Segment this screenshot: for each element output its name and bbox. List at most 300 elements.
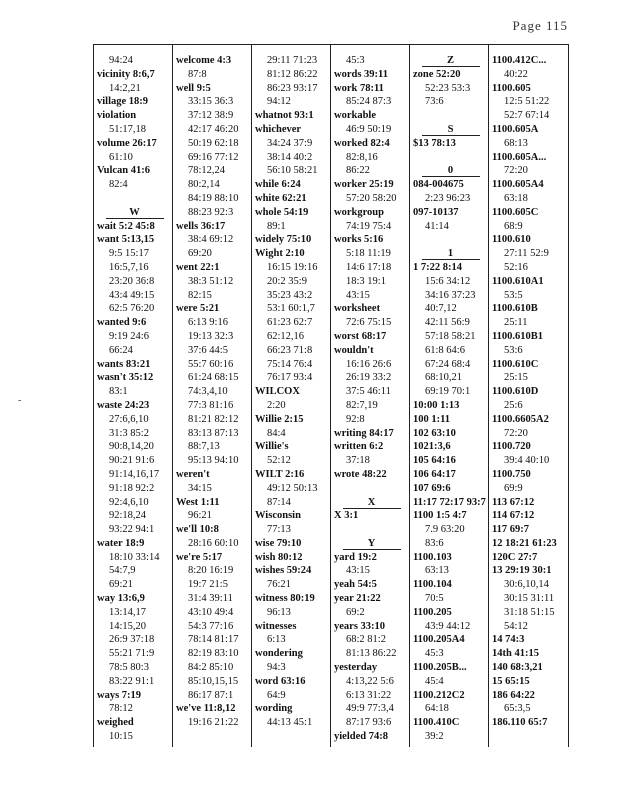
blank-line [413, 151, 488, 165]
index-page-refs: 65:3,5 [504, 703, 531, 715]
index-page-refs: 2:23 96:23 [425, 192, 471, 204]
index-headword: 105 64:16 [413, 455, 456, 467]
index-page-refs: 53:6 [504, 344, 523, 356]
index-page-refs: 88:23 92:3 [188, 206, 234, 218]
index-headword: 1100.605 [492, 82, 531, 94]
index-headword: wondering [255, 648, 303, 660]
index-headword: workgroup [334, 206, 384, 218]
index-headword: widely 75:10 [255, 234, 312, 246]
index-page-refs: 82:19 83:10 [188, 648, 239, 660]
index-page-refs: 68:13 [504, 137, 528, 149]
index-page-refs: 63:13 [425, 565, 449, 577]
index-page-refs: 86:23 93:17 [267, 82, 318, 94]
index-page-refs: 76:17 93:4 [267, 372, 313, 384]
index-page-refs: 68:9 [504, 220, 523, 232]
index-headword: 113 67:12 [492, 496, 535, 508]
index-page-refs: 31:4 39:11 [188, 593, 233, 605]
index-headword: white 62:21 [255, 192, 307, 204]
index-page-refs: 55:7 60:16 [188, 358, 234, 370]
index-page-refs: 19:7 21:5 [188, 579, 228, 591]
index-headword: water 18:9 [97, 537, 145, 549]
section-letter-heading [334, 537, 409, 551]
index-headword: Wight 2:10 [255, 248, 305, 260]
index-headword: we've 11:8,12 [176, 703, 236, 715]
index-page-refs: 9:19 24:6 [109, 330, 149, 342]
index-page-refs: 91:18 92:2 [109, 482, 155, 494]
index-page-refs: 39:2 [425, 731, 444, 743]
index-page-refs: 85:10,15,15 [188, 675, 239, 687]
index-page-refs: 81:13 86:22 [346, 648, 397, 660]
index-page-refs: 68:2 81:2 [346, 634, 386, 646]
index-page-refs: 78:12 [109, 703, 133, 715]
index-headword: went 22:1 [176, 261, 220, 273]
index-page-refs: 18:3 19:1 [346, 275, 386, 287]
index-headword: WILT 2:16 [255, 468, 305, 480]
index-column-6 [489, 45, 568, 747]
index-page-refs: 19:13 32:3 [188, 330, 234, 342]
index-headword: vicinity 8:6,7 [97, 68, 155, 80]
index-page-refs: 26:19 33:2 [346, 372, 392, 384]
index-page-refs: 81:12 86:22 [267, 68, 318, 80]
index-headword: 13 29:19 30:1 [492, 565, 552, 577]
index-page-refs: 14:6 17:18 [346, 261, 392, 273]
blank-line [334, 482, 409, 496]
blank-line [334, 523, 409, 537]
index-headword: 117 69:7 [492, 524, 530, 536]
index-page-refs: 55:21 71:9 [109, 648, 155, 660]
index-page-refs: 40:22 [504, 68, 528, 80]
index-headword: wish 80:12 [255, 551, 303, 563]
index-headword: worked 82:4 [334, 137, 390, 149]
index-headword: worker 25:19 [334, 179, 394, 191]
index-headword: 1100.610 [492, 234, 531, 246]
index-page-refs: 6:13 [267, 634, 286, 646]
index-page-refs: 43:4 49:15 [109, 289, 155, 301]
index-headword: year 21:22 [334, 593, 381, 605]
index-page-refs: 66:24 [109, 344, 133, 356]
section-letter-heading [413, 123, 488, 137]
index-page-refs: 68:10,21 [425, 372, 463, 384]
index-page-refs: 31:18 51:15 [504, 606, 555, 618]
index-page-refs: 7.9 63:20 [425, 524, 465, 536]
index-page-refs: 72:6 75:15 [346, 317, 392, 329]
index-headword: 120C 27:7 [492, 551, 538, 563]
index-headword: 1 7:22 8:14 [413, 261, 462, 273]
index-headword: wise 79:10 [255, 537, 302, 549]
index-headword: works 5:16 [334, 234, 384, 246]
section-letter: S [422, 124, 480, 136]
index-headword: 1100.412C... [492, 55, 547, 66]
index-headword: weighed [97, 717, 134, 729]
index-headword: WILCOX [255, 386, 300, 398]
index-page-refs: 94:3 [267, 662, 286, 674]
index-headword: Vulcan 41:6 [97, 165, 150, 177]
index-page-refs: 5:18 11:19 [346, 248, 391, 260]
index-headword: ways 7:19 [97, 689, 142, 701]
index-page-refs: 64:18 [425, 703, 449, 715]
index-page-refs: 53:5 [504, 289, 523, 301]
index-headword: wait 5:2 45:8 [97, 220, 155, 232]
index-page-refs: 34:24 37:9 [267, 137, 313, 149]
index-column-4 [331, 45, 410, 747]
index-headword: Wisconsin [255, 510, 301, 522]
index-headword: 1100.212C2 [413, 689, 465, 701]
index-headword: Willie 2:15 [255, 413, 304, 425]
index-page-refs: 57:18 58:21 [425, 330, 476, 342]
index-page-refs: 42:11 56:9 [425, 317, 470, 329]
index-headword: 1100.610B [492, 303, 538, 315]
index-page-refs: 61:24 68:15 [188, 372, 239, 384]
index-headword: witnesses [255, 620, 297, 632]
index-page-refs: 49:12 50:13 [267, 482, 318, 494]
index-headword: wants 83:21 [97, 358, 151, 370]
index-headword: 1100 1:5 4:7 [413, 510, 467, 522]
index-page-refs: 14:15,20 [109, 620, 147, 632]
index-page-refs: 42:17 46:20 [188, 123, 239, 135]
index-headword: zone 52:20 [413, 68, 461, 80]
index-page-refs: 92:8 [346, 413, 365, 425]
index-page-refs: 83:13 87:13 [188, 427, 239, 439]
index-page-refs: 37:12 38:9 [188, 110, 234, 122]
index-page-refs: 69:21 [109, 579, 133, 591]
page-number: Page 115 [512, 18, 568, 33]
index-page-refs: 61:8 64:6 [425, 344, 465, 356]
index-page-refs: 25:11 [504, 317, 528, 329]
index-page-refs: 72:20 [504, 427, 528, 439]
index-page-refs: 87:8 [188, 68, 207, 80]
index-page-refs: 52:16 [504, 261, 528, 273]
index-page-refs: 83:6 [425, 537, 444, 549]
index-headword: want 5:13,15 [97, 234, 155, 246]
index-page-refs: 87:14 [267, 496, 291, 508]
index-page-refs: 12:5 51:22 [504, 96, 550, 108]
index-page-refs: 37:6 44:5 [188, 344, 228, 356]
index-headword: 12 18:21 61:23 [492, 537, 557, 549]
index-headword: wishes 59:24 [255, 565, 312, 577]
section-letter: X [343, 497, 401, 509]
index-page-refs: 41:14 [425, 220, 449, 232]
index-page-refs: 84:2 85:10 [188, 662, 234, 674]
index-headword: waste 24:23 [97, 399, 150, 411]
index-headword: 114 67:12 [492, 510, 535, 522]
index-headword: written 6:2 [334, 441, 384, 453]
index-page-refs: 16:5,7,16 [109, 261, 149, 273]
index-headword: 10:00 1:13 [413, 399, 460, 411]
index-page-refs: 88:7,13 [188, 441, 220, 453]
index-headword: 1100.6605A2 [492, 413, 549, 425]
index-page-refs: 69:19 70:1 [425, 386, 471, 398]
index-headword: word 63:16 [255, 675, 306, 687]
index-headword: we'll 10:8 [176, 524, 219, 536]
index-column-1 [94, 45, 173, 747]
index-page-refs: 86:22 [346, 165, 370, 177]
index-headword: writing 84:17 [334, 427, 394, 439]
index-headword: yard 19:2 [334, 551, 377, 563]
index-page-refs: 89:1 [267, 220, 286, 232]
index-page-refs: 77:13 [267, 524, 291, 536]
index-page-refs: 82:4 [109, 179, 128, 191]
index-headword: wasn't 35:12 [97, 372, 154, 384]
index-page-refs: 14:2,21 [109, 82, 141, 94]
index-headword: 1100.610B1 [492, 330, 544, 342]
index-headword: whole 54:19 [255, 206, 309, 218]
index-headword: 1100.103 [413, 551, 452, 563]
section-letter-heading [413, 164, 488, 178]
section-letter: Z [422, 55, 480, 67]
index-page-refs: 56:10 58:21 [267, 165, 318, 177]
index-page-refs: 16:16 26:6 [346, 358, 392, 370]
index-page-refs: 43:9 44:12 [425, 620, 471, 632]
index-headword: 186 64:22 [492, 689, 535, 701]
section-letter-heading [413, 54, 488, 68]
index-page-refs: 18:10 33:14 [109, 551, 160, 563]
index-headword: wouldn't [334, 344, 374, 356]
index-page-refs: 4:13,22 5:6 [346, 675, 394, 687]
index-page-refs: 82:15 [188, 289, 212, 301]
blank-line [413, 233, 488, 247]
index-headword: whatnot 93:1 [255, 110, 314, 122]
index-page-refs: 66:23 71:8 [267, 344, 313, 356]
index-headword: 1100.605A [492, 123, 539, 135]
index-headword: yesterday [334, 662, 378, 674]
index-headword: 186.110 65:7 [492, 717, 548, 729]
index-headword: witness 80:19 [255, 593, 315, 605]
index-headword: yeah 54:5 [334, 579, 377, 591]
index-page-refs: 44:13 45:1 [267, 717, 313, 729]
index-page-refs: 69:20 [188, 248, 212, 260]
index-page-refs: 73:6 [425, 96, 444, 108]
index-headword: 1021:3,6 [413, 441, 451, 453]
index-page-refs: 96:13 [267, 606, 291, 618]
index-page-refs: 69:16 77:12 [188, 151, 239, 163]
index-headword: 15 65:15 [492, 675, 530, 687]
index-page-refs: 15:6 34:12 [425, 275, 471, 287]
index-page-refs: 61:23 62:7 [267, 317, 313, 329]
index-page-refs: 10:15 [109, 731, 133, 743]
index-headword: West 1:11 [176, 496, 220, 508]
index-page-refs: 91:14,16,17 [109, 468, 160, 480]
index-page-refs: 27:6,6,10 [109, 413, 149, 425]
index-page-refs: 54:3 77:16 [188, 620, 234, 632]
index-page-refs: 57:20 58:20 [346, 192, 397, 204]
section-letter: Y [343, 538, 401, 550]
index-headword: 140 68:3,21 [492, 662, 543, 674]
index-page-refs: 90:21 91:6 [109, 455, 155, 467]
index-page-refs: 90:8,14,20 [109, 441, 154, 453]
index-headword: 1100.750 [492, 468, 531, 480]
index-page-refs: 30:15 31:11 [504, 593, 555, 605]
index-page-refs: 87:17 93:6 [346, 717, 392, 729]
index-page-refs: 38:14 40:2 [267, 151, 313, 163]
index-page-refs: 31:3 85:2 [109, 427, 149, 439]
index-page-refs: 9:5 15:17 [109, 248, 149, 260]
index-page-refs: 49:9 77:3,4 [346, 703, 394, 715]
index-page-refs: 83:1 [109, 386, 128, 398]
index-headword: $13 78:13 [413, 137, 456, 149]
index-headword: wording [255, 703, 293, 715]
index-page-refs: 25:6 [504, 399, 523, 411]
index-page-refs: 86:17 87:1 [188, 689, 234, 701]
index-page-refs: 34:16 37:23 [425, 289, 476, 301]
index-page-refs: 38:3 51:12 [188, 275, 234, 287]
index-page-refs: 75:14 76:4 [267, 358, 313, 370]
index-page-refs: 84:19 88:10 [188, 192, 239, 204]
index-headword: violation [97, 110, 137, 122]
index-headword: Willie's [255, 441, 289, 453]
section-letter-heading [413, 247, 488, 261]
index-headword: village 18:9 [97, 96, 149, 108]
index-headword: 097-10137 [413, 206, 459, 218]
index-page-refs: 67:24 68:4 [425, 358, 471, 370]
index-headword: 11:17 72:17 93:7 [413, 496, 486, 508]
index-headword: 1100.610A1 [492, 275, 544, 287]
index-headword: 14 74:3 [492, 634, 525, 646]
index-headword: workable [334, 110, 376, 122]
section-letter: W [106, 207, 164, 219]
index-page-refs: 29:11 71:23 [267, 55, 318, 66]
index-page-refs: 34:15 [188, 482, 212, 494]
index-headword: words 39:11 [334, 68, 388, 80]
index-headword: X 3:1 [334, 510, 359, 522]
index-page-refs: 37:5 46:11 [346, 386, 391, 398]
index-page-refs: 50:19 62:18 [188, 137, 239, 149]
index-page-refs: 30:6,10,14 [504, 579, 549, 591]
index-page-refs: 70:5 [425, 593, 444, 605]
index-page-refs: 63:18 [504, 192, 528, 204]
index-page-refs: 62:5 76:20 [109, 303, 155, 315]
index-page-refs: 76:21 [267, 579, 291, 591]
index-headword: wanted 9:6 [97, 317, 147, 329]
index-column-5 [410, 45, 489, 747]
index-page-refs: 64:9 [267, 689, 286, 701]
index-page-refs: 6:13 9:16 [188, 317, 228, 329]
index-page-refs: 28:16 60:10 [188, 537, 239, 549]
index-headword: 1100.720 [492, 441, 531, 453]
index-headword: 1100.410C [413, 717, 460, 729]
index-page-refs: 80:2,14 [188, 179, 220, 191]
index-page-refs: 16:15 19:16 [267, 261, 318, 273]
index-page-refs: 81:21 82:12 [188, 413, 239, 425]
index-page-refs: 92:4,6,10 [109, 496, 149, 508]
index-headword: worksheet [334, 303, 381, 315]
blank-line [413, 109, 488, 123]
index-page-refs: 25:15 [504, 372, 528, 384]
index-page-refs: 94:24 [109, 55, 133, 66]
index-page-refs: 93:22 94:1 [109, 524, 155, 536]
index-page-refs: 45:4 [425, 675, 444, 687]
index-page-refs: 82:7,19 [346, 399, 378, 411]
index-headword: wrote 48:22 [334, 468, 387, 480]
section-letter-heading [97, 206, 172, 220]
index-headword: 107 69:6 [413, 482, 451, 494]
index-headword: 106 64:17 [413, 468, 456, 480]
index-headword: 14th 41:15 [492, 648, 539, 660]
index-headword: whichever [255, 123, 302, 135]
index-page-refs: 53:1 60:1,7 [267, 303, 315, 315]
index-page-refs: 40:7,12 [425, 303, 457, 315]
index-page-refs: 35:23 43:2 [267, 289, 313, 301]
index-page-refs: 95:13 94:10 [188, 455, 239, 467]
index-page-refs: 74:3,4,10 [188, 386, 228, 398]
index-headword: 1100.605A... [492, 151, 547, 163]
index-page-refs: 43:15 [346, 565, 370, 577]
index-page-refs: 38:4 69:12 [188, 234, 234, 246]
index-headword: 102 63:10 [413, 427, 456, 439]
index-headword: 1100.205 [413, 606, 452, 618]
index-page-refs: 8:20 16:19 [188, 565, 234, 577]
index-page-refs: 39:4 40:10 [504, 455, 550, 467]
index-headword: weren't [176, 468, 210, 480]
index-headword: work 78:11 [334, 82, 384, 94]
index-page-refs: 51:17,18 [109, 123, 147, 135]
index-page-refs: 43:15 [346, 289, 370, 301]
index-page-refs: 69:9 [504, 482, 523, 494]
index-page-refs: 78:5 80:3 [109, 662, 149, 674]
index-page-refs: 94:12 [267, 96, 291, 108]
index-table [93, 44, 569, 747]
index-page-refs: 52:7 67:14 [504, 110, 550, 122]
index-headword: were 5:21 [176, 303, 220, 315]
section-letter: 1 [422, 248, 480, 260]
index-headword: 1100.205B... [413, 662, 467, 674]
section-letter-heading [334, 496, 409, 510]
index-headword: while 6:24 [255, 179, 301, 191]
index-page-refs: 72:20 [504, 165, 528, 177]
index-page-refs: 20:2 35:9 [267, 275, 307, 287]
index-headword: yielded 74:8 [334, 731, 388, 743]
index-page-refs: 37:18 [346, 455, 370, 467]
index-column-3 [252, 45, 331, 747]
index-headword: welcome 4:3 [176, 55, 232, 66]
index-page-refs: 62:12,16 [267, 330, 305, 342]
index-page-refs: 45:3 [346, 55, 365, 66]
index-page-refs: 6:13 31:22 [346, 689, 392, 701]
index-page-refs: 83:22 91:1 [109, 675, 155, 687]
index-page-refs: 61:10 [109, 151, 133, 163]
index-headword: 1100.104 [413, 579, 452, 591]
index-page-refs: 96:21 [188, 510, 212, 522]
index-page-refs: 52:23 53:3 [425, 82, 471, 94]
section-letter: 0 [422, 165, 480, 177]
index-page-refs: 26:9 37:18 [109, 634, 155, 646]
index-page-refs: 82:8,16 [346, 151, 378, 163]
index-headword: 1100.610D [492, 386, 539, 398]
index-page-refs: 69:2 [346, 606, 365, 618]
index-headword: worst 68:17 [334, 330, 387, 342]
index-column-2 [173, 45, 252, 747]
index-headword: 084-004675 [413, 179, 464, 191]
index-page-refs: 74:19 75:4 [346, 220, 392, 232]
index-page-refs: 78:12,24 [188, 165, 226, 177]
index-page-refs: 84:4 [267, 427, 286, 439]
index-page-refs: 77:3 81:16 [188, 399, 234, 411]
index-headword: 100 1:11 [413, 413, 451, 425]
index-headword: years 33:10 [334, 620, 386, 632]
index-page-refs: 33:15 36:3 [188, 96, 234, 108]
index-headword: 1100.205A4 [413, 634, 465, 646]
index-headword: wells 36:17 [176, 220, 226, 232]
index-page-refs: 54:12 [504, 620, 528, 632]
index-page-refs: 92:18,24 [109, 510, 147, 522]
index-page-refs: 54:7,9 [109, 565, 136, 577]
index-headword: 1100.610C [492, 358, 539, 370]
index-page-refs: 46:9 50:19 [346, 123, 392, 135]
index-headword: way 13:6,9 [97, 593, 145, 605]
index-page-refs: 27:11 52:9 [504, 248, 549, 260]
index-headword: we're 5:17 [176, 551, 223, 563]
index-headword: 1100.605A4 [492, 179, 544, 191]
index-headword: well 9:5 [176, 82, 211, 94]
